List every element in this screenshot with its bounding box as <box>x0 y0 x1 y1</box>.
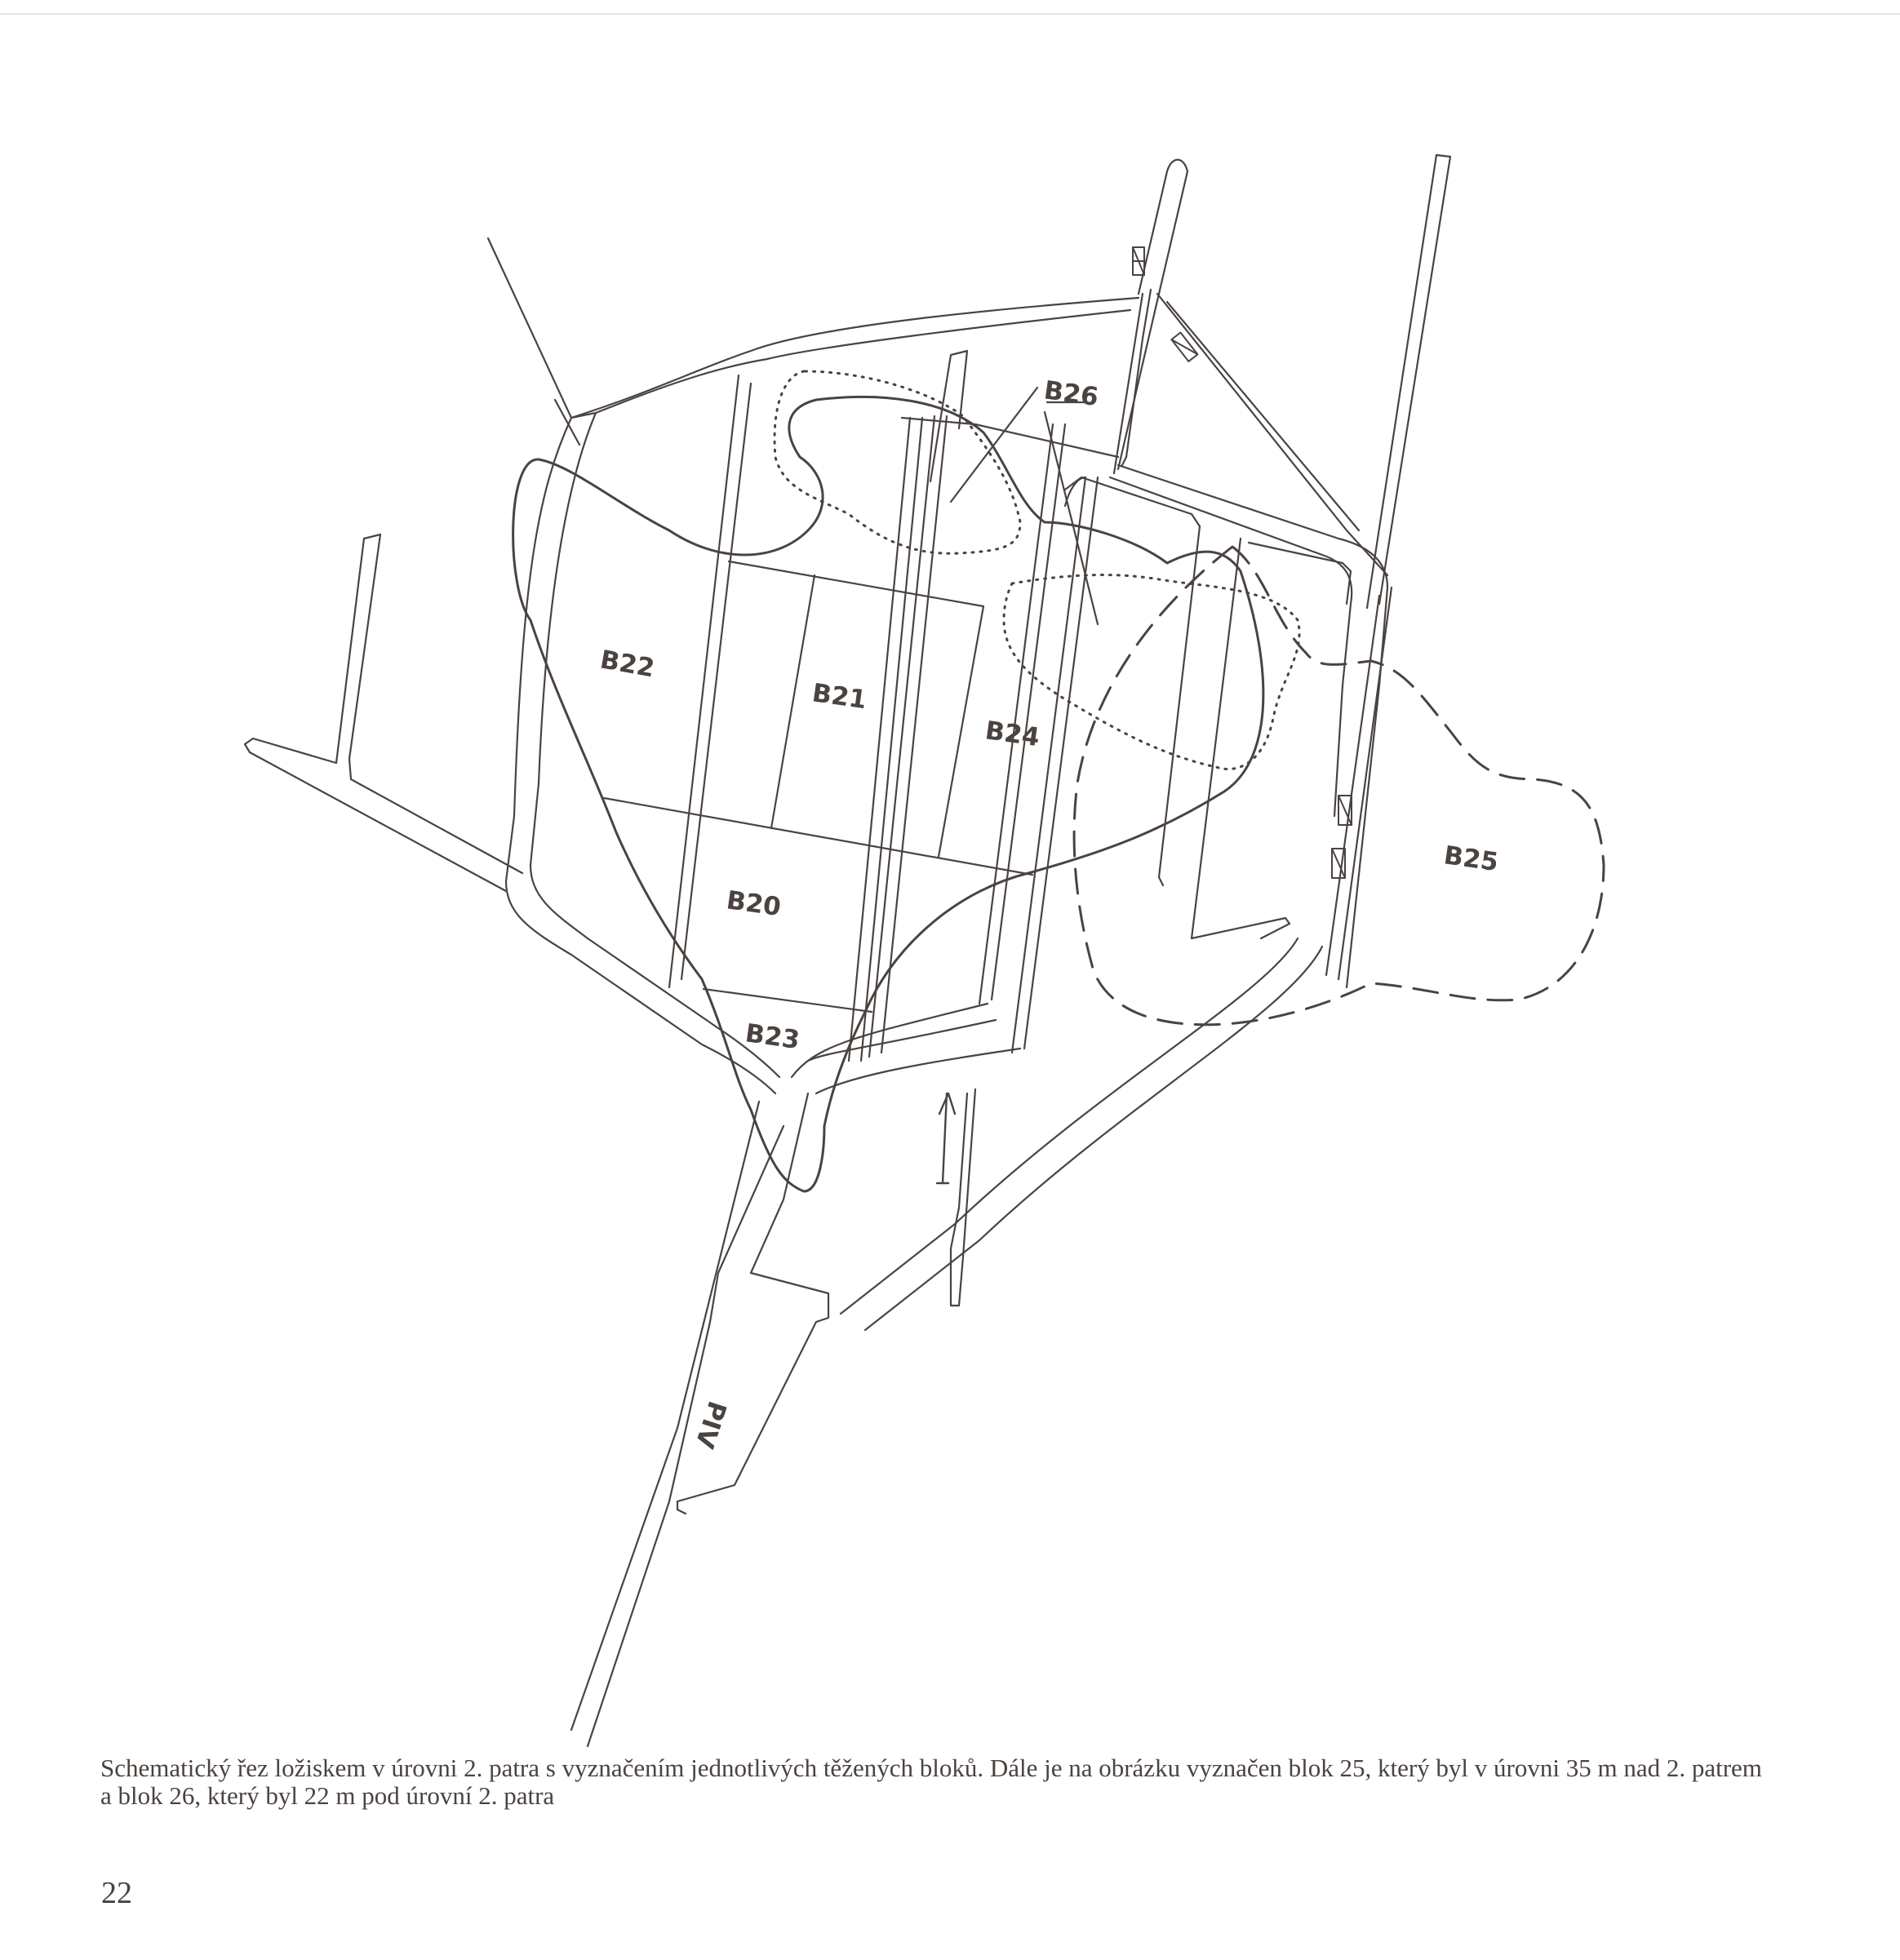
raise-marker-icon <box>1171 333 1197 361</box>
tunnel-verticals <box>669 375 1101 1061</box>
tunnel-left-ring-inner <box>530 413 779 1077</box>
label-b21: B21 <box>810 678 869 716</box>
label-b25: B25 <box>1441 840 1501 878</box>
tunnel-ne-diag-a <box>1157 294 1387 575</box>
tunnel-se-diagonal-b <box>865 947 1322 1330</box>
outline-b25-dashed <box>1074 547 1604 1025</box>
tunnel-far-left-b <box>245 539 506 891</box>
label-b20: B20 <box>724 885 784 923</box>
tunnel-right-vertical-b <box>1326 596 1379 975</box>
tunnel-network <box>245 155 1450 1746</box>
tunnel-ne-diag-b <box>1167 302 1359 530</box>
tunnel-east-long-b <box>1367 155 1436 608</box>
label-b24: B24 <box>983 716 1042 753</box>
label-b23: B23 <box>743 1018 802 1056</box>
figure-caption: Schematický řez ložiskem v úrovni 2. patra s vyznačením jednotlivých těžených bloků. Dále je na obrázku vyznačen blok 25, který byl v úrovni 35 m nad 2. patrem a blok 26, který byl 22 m pod úrovní 2. patra <box>100 1754 1762 1810</box>
tunnel-block-b24-frame <box>1065 477 1200 885</box>
tunnel-far-left-a <box>349 534 522 873</box>
tunnel-south-trunk-b <box>588 1126 784 1746</box>
tunnel-south-road-a <box>792 1004 988 1077</box>
north-arrow-icon <box>937 1093 955 1183</box>
tunnel-east-long-a <box>1379 155 1450 604</box>
block-grid <box>604 561 1032 1012</box>
raise-marker-icon <box>1133 247 1144 275</box>
tunnel-b26-right <box>1122 290 1151 465</box>
page-number: 22 <box>101 1876 132 1910</box>
outline-mined-area <box>513 397 1263 1191</box>
tunnel-upper-left-inner <box>555 400 579 445</box>
tunnel-south-stub <box>951 1089 975 1306</box>
label-b22: B22 <box>597 645 657 684</box>
label-b26: B26 <box>1041 375 1101 413</box>
tunnel-south-trunk-a <box>571 1102 759 1730</box>
outline-b26-dotted-lower <box>1004 575 1299 769</box>
tunnel-se-diagonal-a <box>841 938 1298 1314</box>
tunnel-south-branch <box>677 1273 828 1514</box>
label-piv: PIV <box>689 1397 732 1452</box>
tunnel-right-inner-block-b <box>1249 543 1351 604</box>
tunnel-right-inner-block <box>1192 539 1290 938</box>
tunnel-south-trunk-c <box>751 1093 808 1273</box>
tunnel-upper-left <box>488 238 596 418</box>
